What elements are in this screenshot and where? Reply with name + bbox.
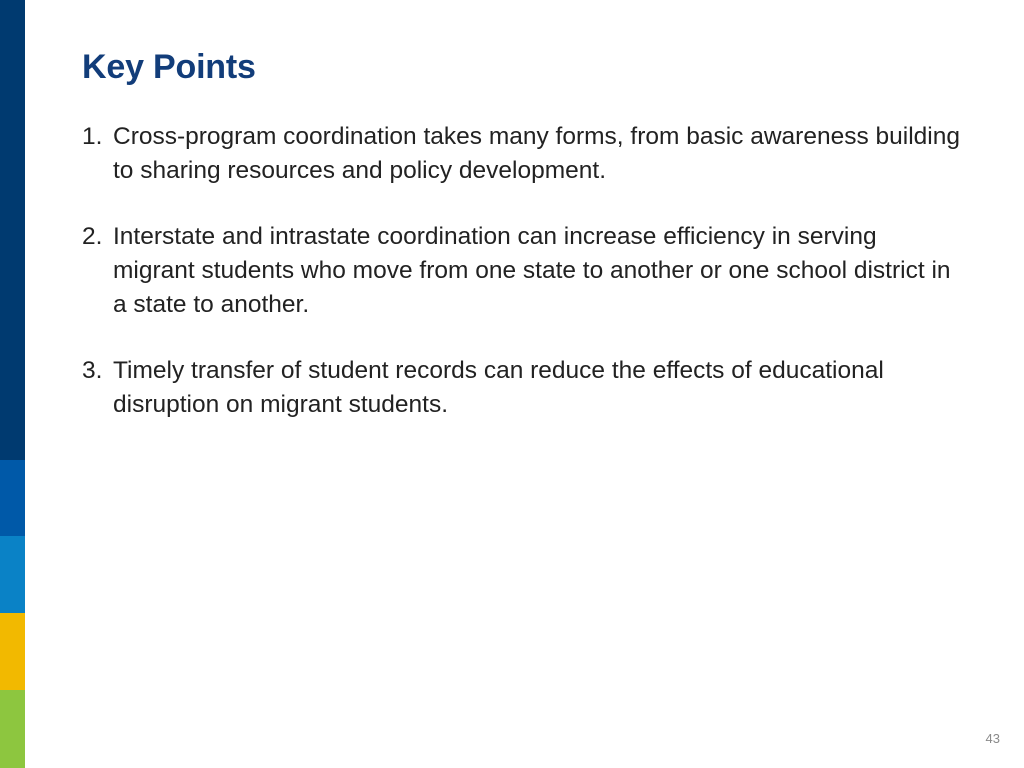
side-bar-segment-dark-blue <box>0 0 25 460</box>
key-point-text: Interstate and intrastate coordination can increase efficiency in serving migrant students who move from one state to another or one school district in a state to another. <box>113 223 951 318</box>
decorative-side-bar <box>0 0 25 768</box>
key-point-number: 1. <box>82 123 103 150</box>
key-point-number: 2. <box>82 223 103 250</box>
side-bar-segment-yellow <box>0 613 25 690</box>
key-point-item <box>82 354 962 422</box>
key-point-item <box>82 220 962 322</box>
side-bar-segment-light-blue <box>0 536 25 613</box>
key-point-text: Timely transfer of student records can reduce the effects of educational disruption on migrant students. <box>113 357 884 418</box>
key-point-item <box>82 120 962 188</box>
side-bar-segment-green <box>0 690 25 768</box>
key-points-list <box>82 120 962 454</box>
side-bar-segment-blue <box>0 460 25 536</box>
slide-title: Key Points <box>82 48 256 86</box>
page-number: 43 <box>985 731 1000 746</box>
key-point-text: Cross-program coordination takes many forms, from basic awareness building to sharing resources and policy development. <box>113 123 960 184</box>
key-point-number: 3. <box>82 357 103 384</box>
